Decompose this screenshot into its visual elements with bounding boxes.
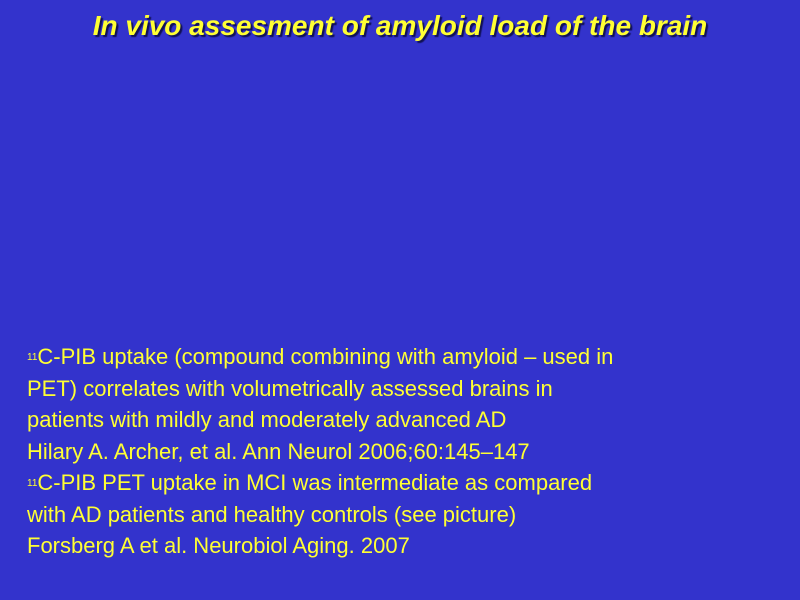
paragraph-1-line-1: $^{11}$C-PIB uptake (compound combining with amyloid – used in <box>27 344 614 369</box>
isotope-superscript: 11 <box>27 352 38 363</box>
slide-body <box>27 341 787 562</box>
citation-forsberg: Forsberg A et al. Neurobiol Aging. 2007 <box>27 533 410 558</box>
paragraph-1-line-2: PET) correlates with volumetrically assessed brains in <box>27 375 553 401</box>
citation-archer: Hilary A. Archer, et al. Ann Neurol 2006;60:145–147 <box>27 438 530 464</box>
isotope-superscript: 11 <box>27 478 38 489</box>
slide-title: In vivo assesment of amyloid load of the brain <box>92 10 708 41</box>
paragraph-1-line-3: patients with mildly and moderately advanced AD <box>27 407 507 432</box>
paragraph-2-line-2: with AD patients and healthy controls (see picture) <box>27 501 517 527</box>
paragraph-2-line-1: $^{11}$C-PIB PET uptake in MCI was intermediate as compared <box>27 470 593 495</box>
